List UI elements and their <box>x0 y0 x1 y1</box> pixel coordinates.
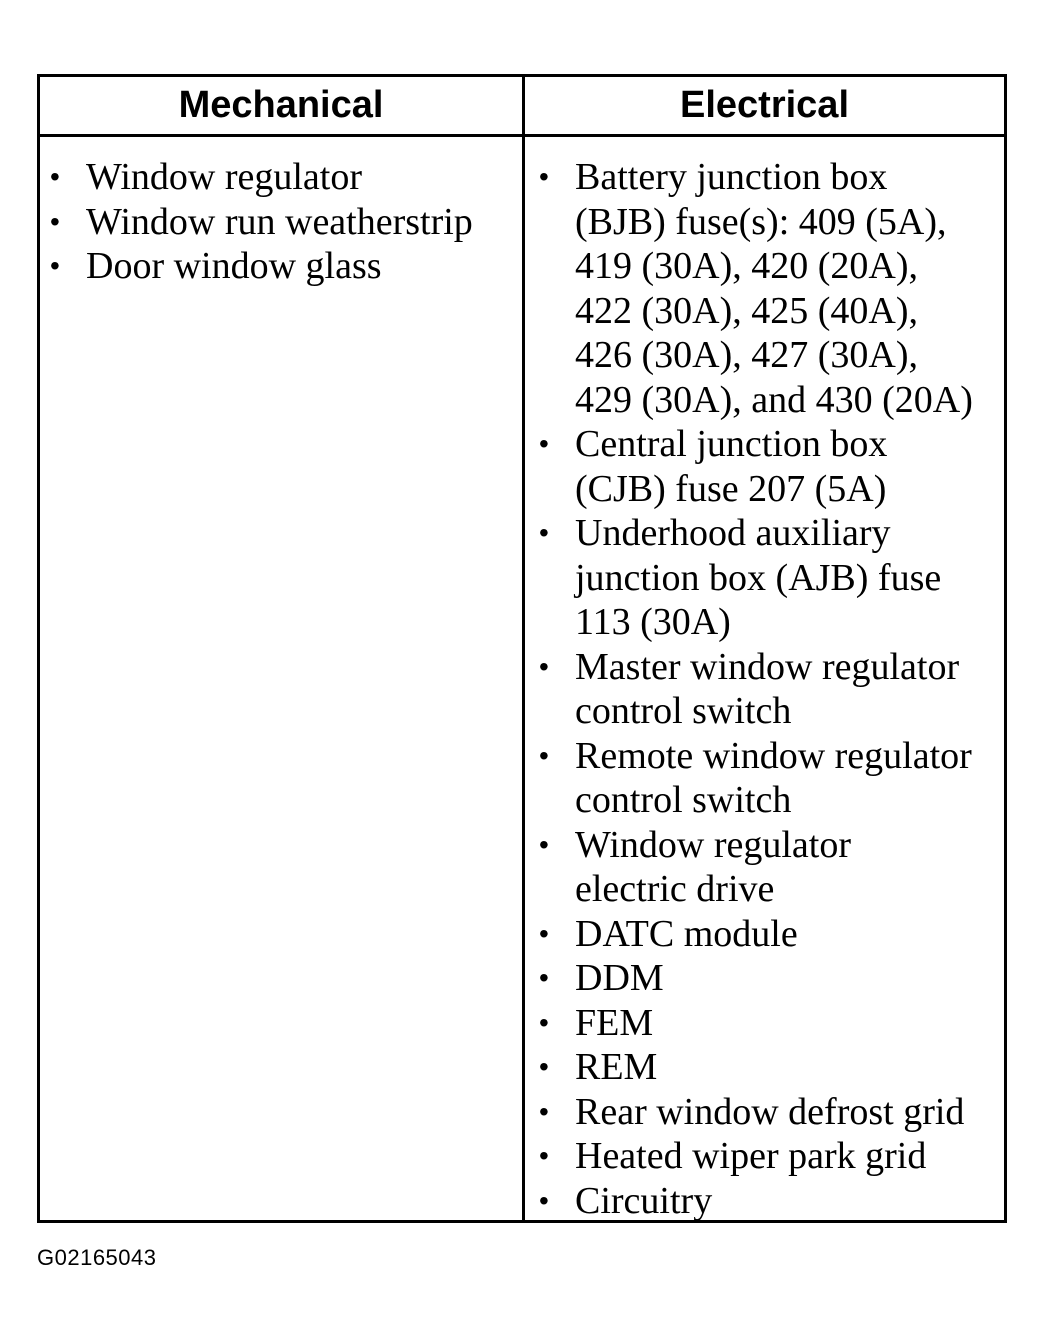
bullet-icon: • <box>539 1006 549 1038</box>
list-item-text: DATC module <box>575 912 798 955</box>
list-item <box>537 645 1007 734</box>
list-item <box>537 422 1007 511</box>
list-item <box>537 1134 1007 1179</box>
list-item-text: FEM <box>575 1001 654 1044</box>
bullet-icon: • <box>539 1095 549 1127</box>
list-item <box>537 155 1007 422</box>
bullet-icon: • <box>539 1140 549 1171</box>
mechanical-header: Mechanical <box>178 84 384 126</box>
bullet-icon: • <box>539 828 549 860</box>
figure-id: G02165043 <box>37 1245 157 1270</box>
list-item-text: Rear window defrost grid <box>575 1090 965 1133</box>
bullet-icon: • <box>50 250 60 281</box>
electrical-list <box>537 155 1007 1223</box>
symptom-table <box>37 74 1007 1223</box>
list-item <box>48 200 518 245</box>
list-item-text: Central junction box (CJB) fuse 207 (5A) <box>575 423 888 510</box>
list-item-text: Master window regulator control switch <box>575 645 960 732</box>
list-item-text: Remote window regulator control switch <box>575 734 972 821</box>
bullet-icon: • <box>539 739 549 771</box>
list-item <box>48 155 518 200</box>
list-item-text: Door window glass <box>86 245 382 287</box>
bullet-icon: • <box>50 161 60 192</box>
list-item-text: Battery junction box (BJB) fuse(s): 409 (5A), 419 (30A), 420 (20A), 422 (30A), 425 (40A), 426 (30A), 427 (30A), 429 (30A), and 430 (20A) <box>575 156 973 421</box>
list-item <box>537 1045 1007 1090</box>
bullet-icon: • <box>539 650 549 682</box>
list-item <box>537 1001 1007 1046</box>
bullet-icon: • <box>539 428 549 459</box>
list-item-text: REM <box>575 1046 658 1088</box>
mechanical-column <box>48 155 518 289</box>
bullet-icon: • <box>539 1051 549 1082</box>
list-item <box>537 956 1007 1001</box>
list-item <box>537 823 1007 912</box>
bullet-icon: • <box>539 1184 549 1216</box>
list-item-text: DDM <box>575 957 664 999</box>
bullet-icon: • <box>539 917 549 949</box>
list-item <box>537 912 1007 957</box>
column-divider <box>522 77 525 1220</box>
list-item <box>537 734 1007 823</box>
list-item-text: Window regulator electric drive <box>575 823 852 910</box>
bullet-icon: • <box>539 161 549 192</box>
list-item <box>537 511 1007 645</box>
electrical-column <box>537 155 1007 1223</box>
list-item <box>48 244 518 289</box>
list-item-text: Window run weatherstrip <box>86 200 473 243</box>
list-item <box>537 1090 1007 1135</box>
mechanical-list <box>48 155 518 289</box>
list-item-text: Underhood auxiliary junction box (AJB) fuse 113 (30A) <box>575 512 942 643</box>
list-item-text: Circuitry <box>575 1179 713 1222</box>
bullet-icon: • <box>539 962 549 993</box>
bullet-icon: • <box>50 205 60 237</box>
electrical-header: Electrical <box>680 84 849 126</box>
bullet-icon: • <box>539 517 549 548</box>
list-item-text: Heated wiper park grid <box>575 1135 927 1177</box>
list-item <box>537 1179 1007 1224</box>
list-item-text: Window regulator <box>86 156 363 198</box>
